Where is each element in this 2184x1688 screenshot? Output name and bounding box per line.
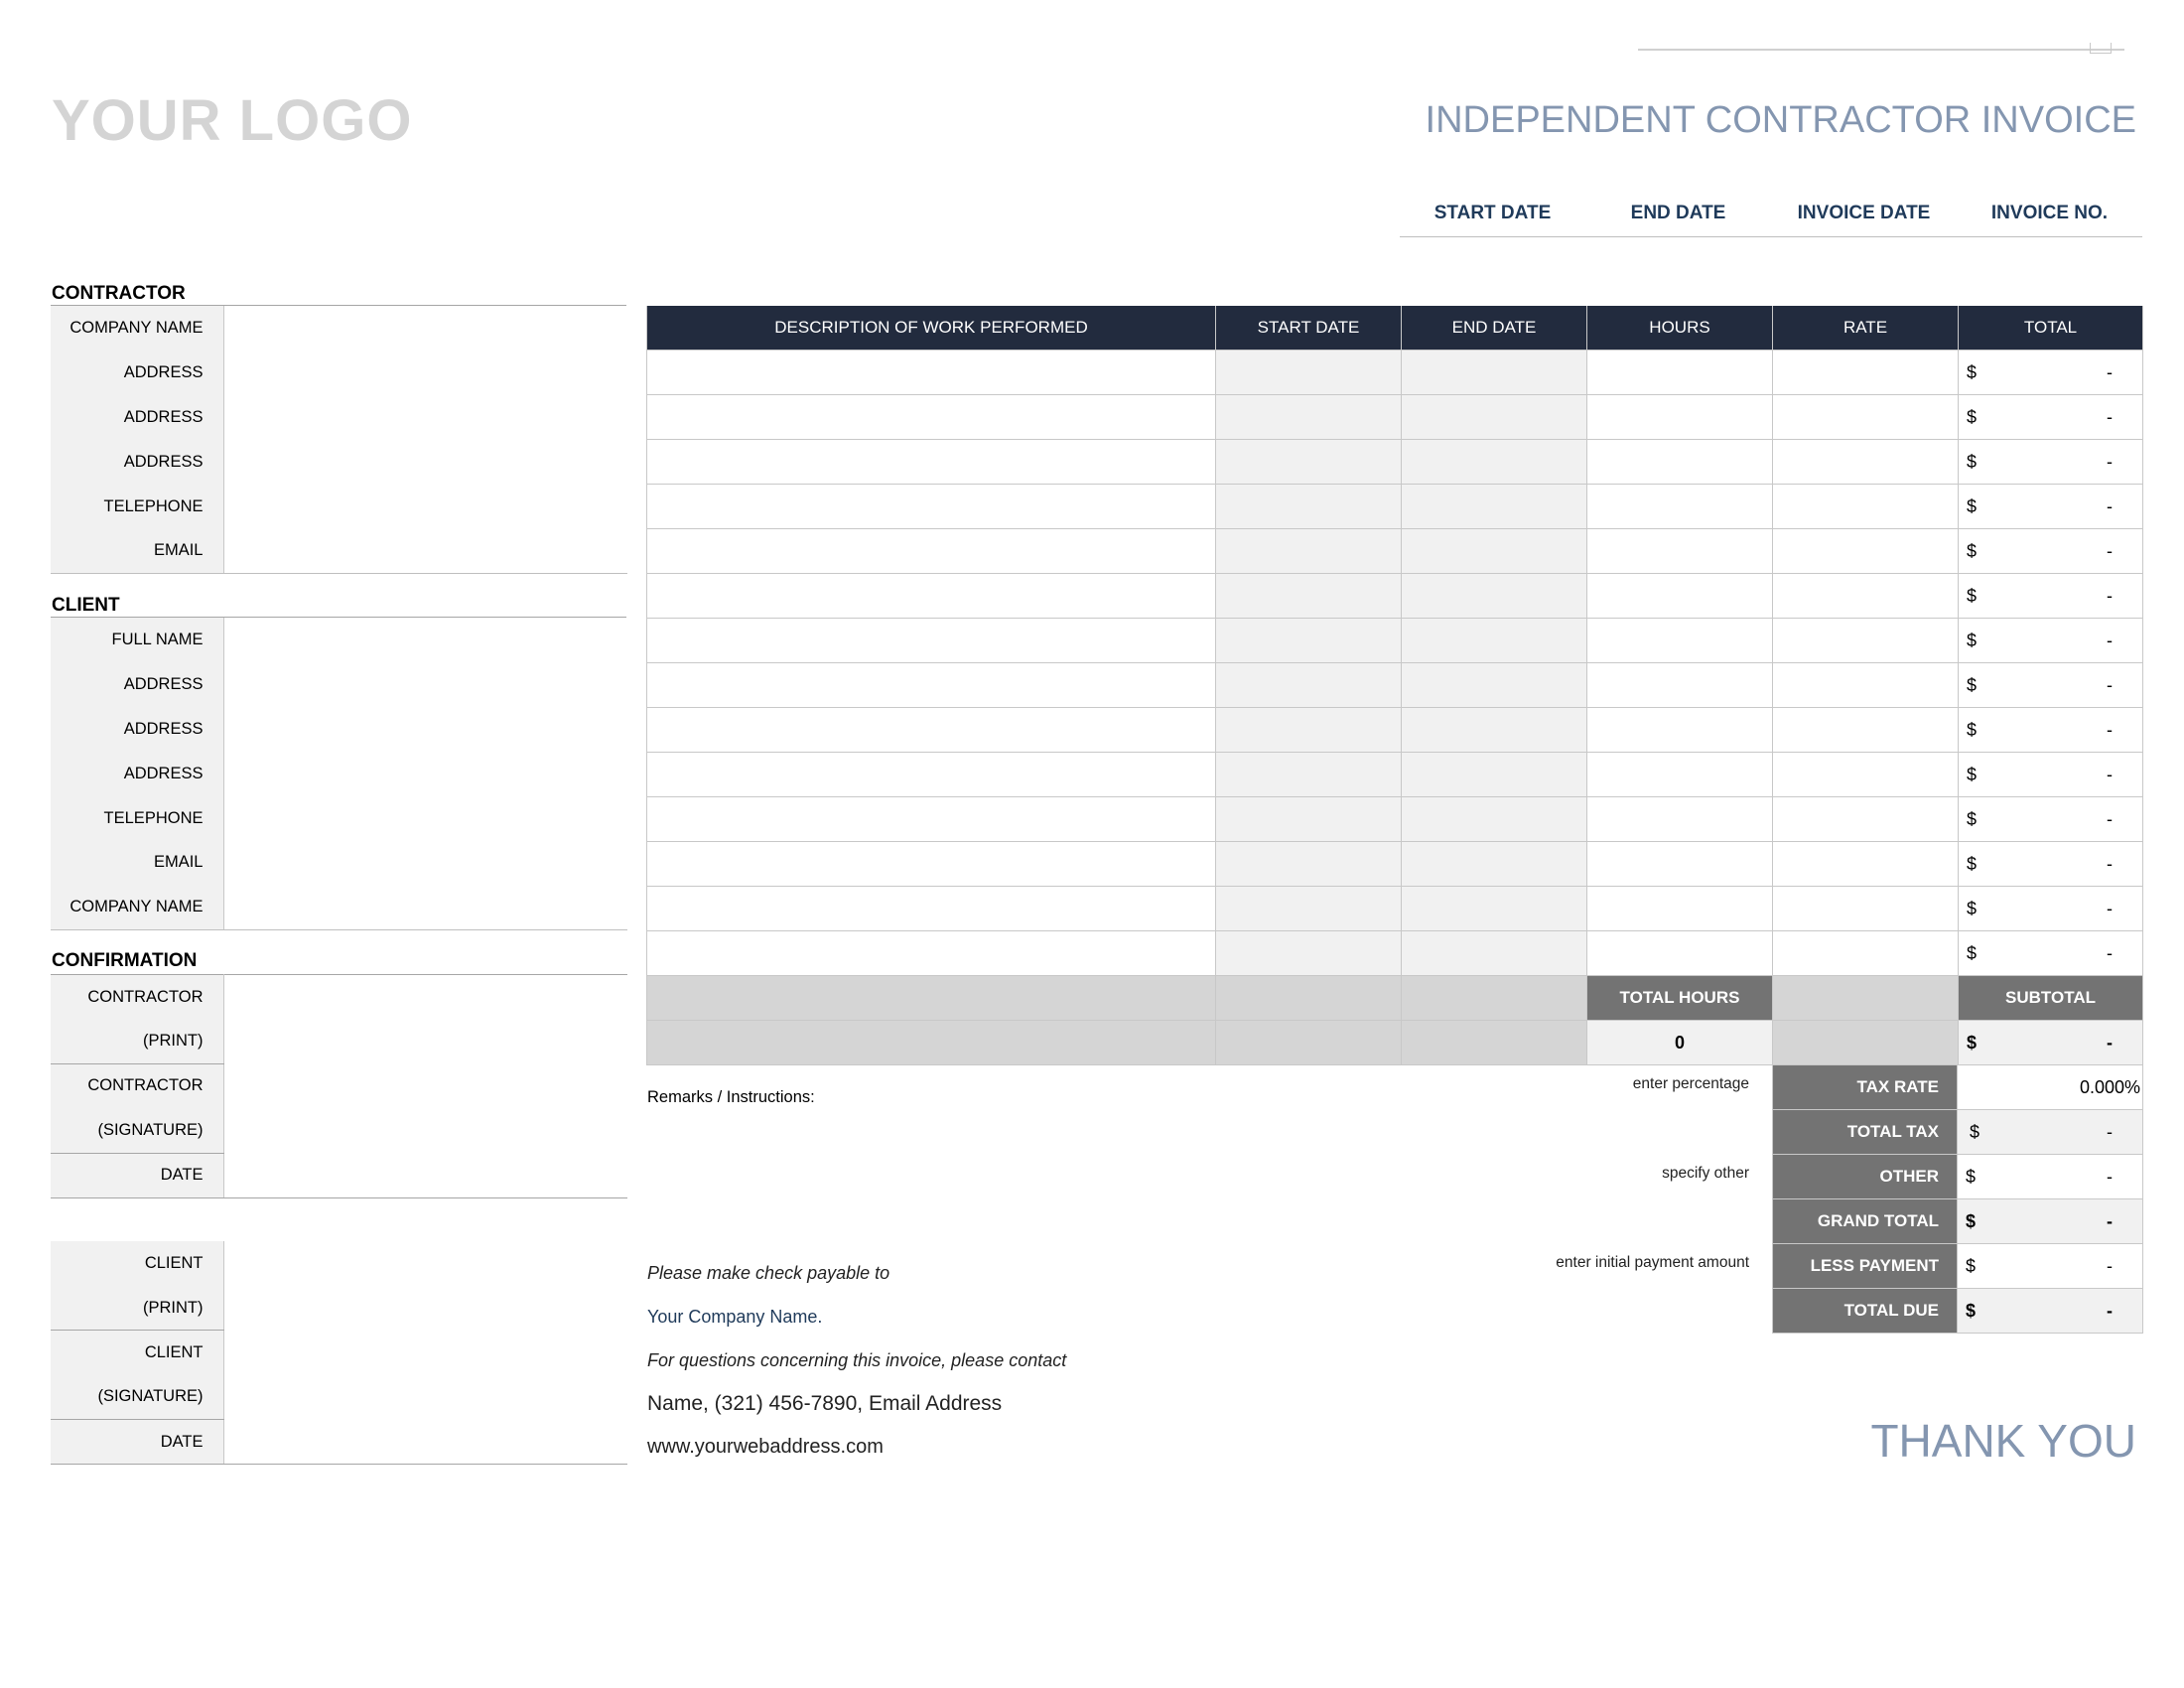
client-row — [51, 752, 627, 796]
total-due-row — [1773, 1289, 2143, 1334]
currency-symbol: $ — [1967, 541, 1978, 561]
work-row — [647, 574, 2143, 619]
hours-cell[interactable] — [1587, 663, 1773, 708]
confirm-label: DATE — [51, 1153, 223, 1197]
rate-cell[interactable] — [1773, 842, 1959, 887]
contractor-row — [51, 528, 627, 573]
summary-blank — [1216, 1021, 1402, 1065]
start-date-cell[interactable] — [1216, 931, 1402, 976]
summary-table — [1772, 1064, 2143, 1334]
work-table-body — [647, 351, 2143, 976]
start-date-cell[interactable] — [1216, 574, 1402, 619]
end-date-cell[interactable] — [1402, 440, 1587, 485]
contact-text: Name, (321) 456-7890, Email Address — [647, 1392, 1003, 1415]
total-due-value: - — [2107, 1301, 2113, 1321]
end-date-cell[interactable] — [1402, 395, 1587, 440]
work-row — [647, 351, 2143, 395]
subtotal-currency: $ — [1967, 1033, 1978, 1053]
currency-symbol: $ — [1967, 362, 1978, 382]
end-date-cell[interactable] — [1402, 663, 1587, 708]
contractor-row — [51, 351, 627, 395]
row-total-cell — [1959, 663, 2143, 708]
row-total-cell — [1959, 395, 2143, 440]
contractor-row — [51, 440, 627, 485]
tax-rate-value: 0.000% — [2079, 1077, 2140, 1097]
row-total-value: - — [2107, 720, 2113, 740]
thank-you-text: THANK YOU — [1870, 1415, 2136, 1467]
web-address-link[interactable]: www.yourwebaddress.com — [647, 1436, 884, 1458]
row-total-cell — [1959, 708, 2143, 753]
summary-blank — [1216, 976, 1402, 1021]
end-date-cell[interactable] — [1402, 887, 1587, 931]
work-row — [647, 842, 2143, 887]
meta-end-date[interactable]: END DATE — [1630, 203, 1726, 223]
client-date-input[interactable] — [223, 1420, 627, 1465]
description-cell[interactable] — [647, 485, 1216, 529]
top-rule — [1638, 49, 2124, 51]
field-label: ADDRESS — [51, 395, 223, 440]
work-row — [647, 931, 2143, 976]
row-total-cell — [1959, 574, 2143, 619]
hours-cell[interactable] — [1587, 351, 1773, 395]
rate-cell[interactable] — [1773, 485, 1959, 529]
client-row — [51, 796, 627, 841]
tax-rate-input[interactable] — [1958, 1065, 2143, 1110]
row-total-cell — [1959, 351, 2143, 395]
row-total-cell — [1959, 619, 2143, 663]
less-payment-input[interactable] — [1958, 1244, 2143, 1289]
row-total-cell — [1959, 753, 2143, 797]
invoice-meta-header — [1400, 196, 2142, 237]
summary-blank — [1773, 976, 1959, 1021]
start-date-cell[interactable] — [1216, 440, 1402, 485]
currency-symbol: $ — [1967, 675, 1978, 695]
end-date-cell[interactable] — [1402, 753, 1587, 797]
rate-cell[interactable] — [1773, 708, 1959, 753]
start-date-cell[interactable] — [1216, 842, 1402, 887]
field-label: COMPANY NAME — [51, 885, 223, 929]
work-table-header — [647, 306, 2143, 351]
client-confirmation-table — [51, 1241, 627, 1465]
field-label: FULL NAME — [51, 618, 223, 662]
rate-cell[interactable] — [1773, 887, 1959, 931]
row-total-cell — [1959, 440, 2143, 485]
hours-cell[interactable] — [1587, 797, 1773, 842]
end-date-cell[interactable] — [1402, 842, 1587, 887]
end-date-cell[interactable] — [1402, 485, 1587, 529]
contractor-company-input[interactable] — [223, 306, 627, 351]
confirm-label: (PRINT) — [51, 1286, 223, 1331]
field-label: EMAIL — [51, 528, 223, 573]
row-total-cell — [1959, 797, 2143, 842]
description-cell[interactable] — [647, 395, 1216, 440]
client-signature-input[interactable] — [223, 1331, 627, 1420]
tax-hint: enter percentage — [1632, 1075, 1749, 1092]
col-description: DESCRIPTION OF WORK PERFORMED — [647, 306, 1216, 351]
currency-symbol: $ — [1967, 765, 1978, 784]
description-cell[interactable] — [647, 708, 1216, 753]
confirm-label: (SIGNATURE) — [51, 1108, 223, 1153]
less-payment-label: LESS PAYMENT — [1773, 1244, 1958, 1289]
currency-symbol: $ — [1967, 631, 1978, 650]
contractor-telephone-input[interactable] — [223, 485, 627, 529]
work-row — [647, 440, 2143, 485]
description-cell[interactable] — [647, 440, 1216, 485]
hours-cell[interactable] — [1587, 529, 1773, 574]
total-tax-row — [1773, 1110, 2143, 1155]
row-total-value: - — [2107, 407, 2113, 427]
company-name-text: Your Company Name. — [647, 1307, 823, 1327]
hours-cell[interactable] — [1587, 619, 1773, 663]
total-tax-label: TOTAL TAX — [1773, 1110, 1958, 1155]
work-row — [647, 663, 2143, 708]
hours-cell[interactable] — [1587, 485, 1773, 529]
work-table — [646, 306, 2143, 1065]
work-row — [647, 887, 2143, 931]
rate-cell[interactable] — [1773, 351, 1959, 395]
start-date-cell[interactable] — [1216, 708, 1402, 753]
client-row — [51, 707, 627, 752]
hours-cell[interactable] — [1587, 887, 1773, 931]
contractor-address-input[interactable] — [223, 440, 627, 485]
client-address-input[interactable] — [223, 662, 627, 707]
currency-symbol: $ — [1967, 899, 1978, 918]
rate-cell[interactable] — [1773, 440, 1959, 485]
hours-cell[interactable] — [1587, 395, 1773, 440]
start-date-cell[interactable] — [1216, 351, 1402, 395]
total-hours-value: 0 — [1587, 1021, 1773, 1065]
client-row — [51, 840, 627, 885]
currency-symbol: $ — [1970, 1122, 1980, 1142]
row-total-value: - — [2107, 541, 2113, 561]
work-row — [647, 797, 2143, 842]
contractor-row — [51, 485, 627, 529]
rate-cell[interactable] — [1773, 931, 1959, 976]
start-date-cell[interactable] — [1216, 887, 1402, 931]
rate-cell[interactable] — [1773, 529, 1959, 574]
currency-symbol: $ — [1967, 943, 1978, 963]
row-total-value: - — [2107, 899, 2113, 918]
field-label: ADDRESS — [51, 662, 223, 707]
contractor-email-input[interactable] — [223, 528, 627, 573]
confirm-label: CLIENT — [51, 1331, 223, 1375]
contractor-table — [51, 306, 627, 574]
description-cell[interactable] — [647, 797, 1216, 842]
rate-cell[interactable] — [1773, 663, 1959, 708]
row-total-value: - — [2107, 809, 2113, 829]
confirmation-heading: CONFIRMATION — [52, 950, 198, 971]
start-date-cell[interactable] — [1216, 619, 1402, 663]
description-cell[interactable] — [647, 574, 1216, 619]
summary-blank — [1773, 1021, 1959, 1065]
client-email-input[interactable] — [223, 840, 627, 885]
contractor-confirmation-table — [51, 974, 627, 1198]
description-cell[interactable] — [647, 529, 1216, 574]
hours-cell[interactable] — [1587, 753, 1773, 797]
work-row — [647, 395, 2143, 440]
other-row — [1773, 1155, 2143, 1199]
total-hours-label: TOTAL HOURS — [1587, 976, 1773, 1021]
summary-blank — [647, 976, 1216, 1021]
corner-mark — [2090, 43, 2112, 54]
col-hours: HOURS — [1587, 306, 1773, 351]
currency-symbol: $ — [1966, 1211, 1977, 1231]
contractor-date-input[interactable] — [223, 1153, 627, 1197]
work-row — [647, 619, 2143, 663]
row-total-cell — [1959, 485, 2143, 529]
meta-invoice-date[interactable]: INVOICE DATE — [1797, 203, 1931, 223]
total-tax-cell — [1958, 1110, 2143, 1155]
client-fullname-input[interactable] — [223, 618, 627, 662]
total-due-cell — [1958, 1289, 2143, 1334]
row-total-value: - — [2107, 362, 2113, 382]
start-date-cell[interactable] — [1216, 485, 1402, 529]
end-date-cell[interactable] — [1402, 529, 1587, 574]
client-row — [51, 885, 627, 929]
meta-start-date[interactable]: START DATE — [1433, 203, 1552, 223]
rate-cell[interactable] — [1773, 574, 1959, 619]
summary-blank — [1402, 976, 1587, 1021]
work-row — [647, 529, 2143, 574]
grand-total-cell — [1958, 1199, 2143, 1244]
col-end-date: END DATE — [1402, 306, 1587, 351]
currency-symbol: $ — [1966, 1256, 1977, 1276]
tax-rate-row — [1773, 1065, 2143, 1110]
description-cell[interactable] — [647, 931, 1216, 976]
currency-symbol: $ — [1966, 1301, 1977, 1321]
summary-blank — [647, 1021, 1216, 1065]
other-value: - — [2107, 1167, 2113, 1187]
end-date-cell[interactable] — [1402, 619, 1587, 663]
work-row — [647, 485, 2143, 529]
start-date-cell[interactable] — [1216, 753, 1402, 797]
currency-symbol: $ — [1967, 809, 1978, 829]
start-date-cell[interactable] — [1216, 395, 1402, 440]
start-date-cell[interactable] — [1216, 529, 1402, 574]
field-label: ADDRESS — [51, 752, 223, 796]
end-date-cell[interactable] — [1402, 931, 1587, 976]
contractor-print-input[interactable] — [223, 975, 627, 1064]
description-cell[interactable] — [647, 351, 1216, 395]
row-total-value: - — [2107, 496, 2113, 516]
row-total-value: - — [2107, 586, 2113, 606]
field-label: TELEPHONE — [51, 485, 223, 529]
subtotal-label: SUBTOTAL — [1959, 976, 2143, 1021]
contractor-row — [51, 395, 627, 440]
description-cell[interactable] — [647, 842, 1216, 887]
currency-symbol: $ — [1967, 586, 1978, 606]
col-rate: RATE — [1773, 306, 1959, 351]
confirm-label: CLIENT — [51, 1241, 223, 1286]
row-total-value: - — [2107, 943, 2113, 963]
confirm-label: (SIGNATURE) — [51, 1375, 223, 1420]
row-total-cell — [1959, 842, 2143, 887]
tax-rate-label: TAX RATE — [1773, 1065, 1958, 1110]
invoice-title: INDEPENDENT CONTRACTOR INVOICE — [1425, 99, 2136, 141]
hours-cell[interactable] — [1587, 708, 1773, 753]
end-date-cell[interactable] — [1402, 797, 1587, 842]
field-label: ADDRESS — [51, 707, 223, 752]
client-address-input[interactable] — [223, 752, 627, 796]
description-cell[interactable] — [647, 887, 1216, 931]
total-tax-value: - — [2107, 1122, 2113, 1142]
rate-cell[interactable] — [1773, 753, 1959, 797]
client-telephone-input[interactable] — [223, 796, 627, 841]
description-cell[interactable] — [647, 753, 1216, 797]
description-cell[interactable] — [647, 619, 1216, 663]
client-company-input[interactable] — [223, 885, 627, 929]
rate-cell[interactable] — [1773, 395, 1959, 440]
row-total-value: - — [2107, 675, 2113, 695]
grand-total-value: - — [2107, 1211, 2113, 1231]
client-heading: CLIENT — [52, 595, 120, 616]
field-label: ADDRESS — [51, 351, 223, 395]
hours-cell[interactable] — [1587, 931, 1773, 976]
work-row — [647, 708, 2143, 753]
row-total-value: - — [2107, 631, 2113, 650]
field-label: ADDRESS — [51, 440, 223, 485]
hours-cell[interactable] — [1587, 440, 1773, 485]
contractor-address-input[interactable] — [223, 351, 627, 395]
client-table — [51, 618, 627, 930]
end-date-cell[interactable] — [1402, 708, 1587, 753]
questions-text: For questions concerning this invoice, please contact — [647, 1350, 1067, 1370]
logo-placeholder: YOUR LOGO — [52, 88, 413, 153]
end-date-cell[interactable] — [1402, 574, 1587, 619]
row-total-cell — [1959, 931, 2143, 976]
rate-cell[interactable] — [1773, 619, 1959, 663]
work-row — [647, 753, 2143, 797]
meta-invoice-no[interactable]: INVOICE NO. — [1990, 203, 2109, 223]
end-date-cell[interactable] — [1402, 351, 1587, 395]
confirm-label: DATE — [51, 1420, 223, 1465]
payment-hint: enter initial payment amount — [1556, 1254, 1749, 1271]
confirm-label: CONTRACTOR — [51, 1063, 223, 1108]
client-print-input[interactable] — [223, 1241, 627, 1331]
other-hint: specify other — [1662, 1165, 1749, 1182]
col-start-date: START DATE — [1216, 306, 1402, 351]
client-address-input[interactable] — [223, 707, 627, 752]
row-total-value: - — [2107, 452, 2113, 472]
grand-total-row — [1773, 1199, 2143, 1244]
field-label: TELEPHONE — [51, 796, 223, 841]
currency-symbol: $ — [1967, 407, 1978, 427]
field-label: EMAIL — [51, 840, 223, 885]
contractor-address-input[interactable] — [223, 395, 627, 440]
hours-cell[interactable] — [1587, 574, 1773, 619]
client-row — [51, 618, 627, 662]
total-hours-row — [647, 976, 2143, 1021]
subtotal-amount: - — [2107, 1033, 2113, 1053]
start-date-cell[interactable] — [1216, 663, 1402, 708]
summary-blank — [1402, 1021, 1587, 1065]
other-input[interactable] — [1958, 1155, 2143, 1199]
row-total-cell — [1959, 887, 2143, 931]
subtotal-value — [1959, 1021, 2143, 1065]
currency-symbol: $ — [1967, 720, 1978, 740]
client-row — [51, 662, 627, 707]
description-cell[interactable] — [647, 663, 1216, 708]
field-label: COMPANY NAME — [51, 306, 223, 351]
row-total-value: - — [2107, 765, 2113, 784]
total-due-label: TOTAL DUE — [1773, 1289, 1958, 1334]
currency-symbol: $ — [1967, 496, 1978, 516]
total-values-row — [647, 1021, 2143, 1065]
contractor-signature-input[interactable] — [223, 1063, 627, 1153]
contractor-row — [51, 306, 627, 351]
currency-symbol: $ — [1966, 1167, 1977, 1187]
row-total-value: - — [2107, 854, 2113, 874]
currency-symbol: $ — [1967, 854, 1978, 874]
start-date-cell[interactable] — [1216, 797, 1402, 842]
remarks-label: Remarks / Instructions: — [647, 1088, 815, 1106]
confirm-label: CONTRACTOR — [51, 975, 223, 1020]
other-label: OTHER — [1773, 1155, 1958, 1199]
payable-to-text: Please make check payable to — [647, 1263, 890, 1283]
currency-symbol: $ — [1967, 452, 1978, 472]
col-total: TOTAL — [1959, 306, 2143, 351]
rate-cell[interactable] — [1773, 797, 1959, 842]
less-payment-row — [1773, 1244, 2143, 1289]
less-payment-value: - — [2107, 1256, 2113, 1276]
grand-total-label: GRAND TOTAL — [1773, 1199, 1958, 1244]
row-total-cell — [1959, 529, 2143, 574]
contractor-heading: CONTRACTOR — [52, 283, 186, 304]
hours-cell[interactable] — [1587, 842, 1773, 887]
confirm-label: (PRINT) — [51, 1019, 223, 1063]
